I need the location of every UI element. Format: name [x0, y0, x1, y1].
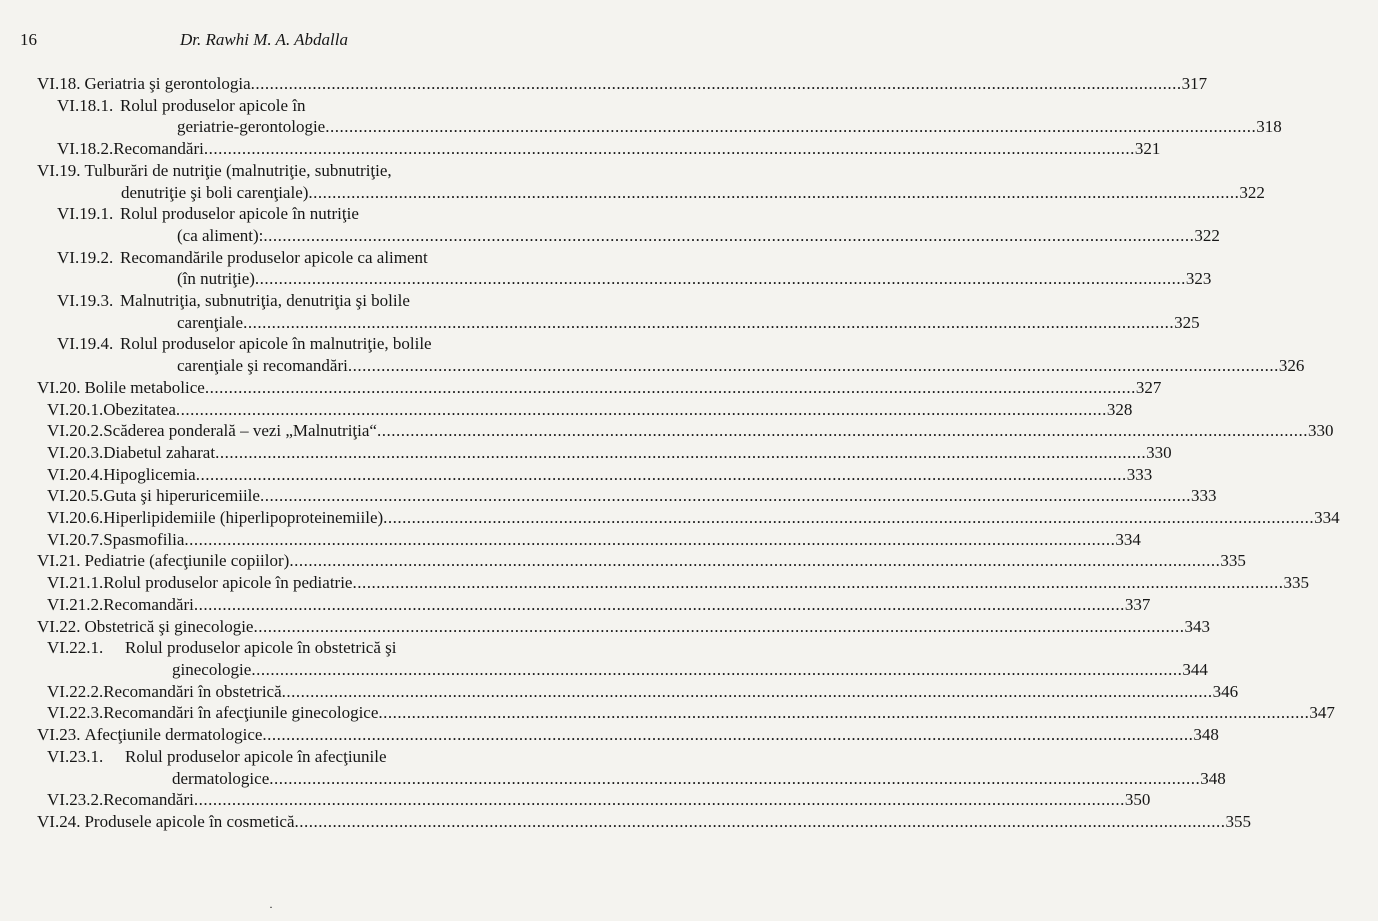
toc-line — [47, 789, 1151, 811]
toc-entry — [0, 746, 1226, 789]
toc-page-number: 355 — [1225, 811, 1252, 831]
dot-leader — [282, 681, 1213, 703]
dot-leader — [269, 768, 1200, 790]
toc-entry-title: Geriatria şi gerontologia — [84, 74, 251, 93]
toc-line — [47, 442, 1172, 464]
toc-page-number: 326 — [1278, 356, 1305, 376]
toc-entry — [0, 203, 1220, 246]
toc-entry-title: Produsele apicole în cosmetică — [84, 811, 295, 831]
toc-page-number: 333 — [1126, 464, 1153, 484]
toc-entry-title: Pediatrie (afecţiunile copiilor) — [84, 551, 290, 571]
toc-page-number: 323 — [1185, 269, 1212, 289]
dot-leader — [352, 572, 1283, 594]
toc-entry — [0, 420, 1334, 442]
toc-entry-number: VI.20.5. — [47, 486, 104, 506]
toc-line — [37, 182, 1265, 204]
toc-page-number: 322 — [1194, 225, 1220, 245]
dot-leader — [184, 529, 1115, 551]
toc-page-number: 321 — [1134, 139, 1161, 159]
dot-leader — [251, 73, 1182, 95]
toc-entry-title: Scăderea ponderală – vezi „Malnutriţia“ — [103, 421, 377, 441]
toc-entry-number: VI.20. — [37, 377, 81, 397]
toc-page-number: 347 — [1309, 703, 1335, 723]
toc-entry — [0, 572, 1309, 594]
toc-entry-number: VI.19.3. — [57, 291, 114, 311]
toc-page-number: 337 — [1124, 594, 1151, 614]
toc-entry-number: VI.19. — [37, 160, 81, 180]
toc-line — [47, 464, 1153, 486]
toc-line — [47, 420, 1334, 442]
toc-entry-number: VI.19.4. — [57, 334, 114, 354]
toc-line — [57, 95, 539, 117]
toc-entry-title: (în nutriţie) — [177, 269, 255, 289]
dot-leader — [205, 377, 1136, 399]
toc-entry — [0, 616, 1210, 638]
toc-line — [57, 333, 539, 355]
dot-leader — [260, 485, 1191, 507]
table-of-contents — [0, 73, 1340, 833]
toc-entry-title: (ca aliment): — [177, 225, 264, 245]
toc-entry-number: VI.21.2. — [47, 594, 104, 614]
dot-leader — [255, 268, 1186, 290]
dot-leader — [194, 594, 1125, 616]
toc-entry-number: VI.20.1. — [47, 399, 104, 419]
toc-line — [57, 203, 539, 225]
dot-leader — [325, 116, 1256, 138]
toc-page-number: 325 — [1174, 312, 1200, 332]
toc-line — [37, 550, 1246, 572]
toc-line — [57, 247, 539, 269]
toc-entry-title: denutriţie şi boli carenţiale) — [121, 182, 309, 202]
toc-entry — [0, 681, 1239, 703]
toc-line — [57, 116, 1282, 138]
dot-leader — [378, 702, 1309, 724]
toc-entry-number: VI.22.3. — [47, 703, 104, 723]
toc-entry-title: Rolul produselor apicole în malnutriţie, bolile — [120, 334, 432, 354]
toc-page-number: 335 — [1220, 551, 1246, 571]
toc-entry-title: Obezitatea — [103, 399, 176, 419]
toc-page-number: 343 — [1184, 616, 1210, 636]
toc-page-number: 334 — [1115, 529, 1141, 549]
dot-leader — [383, 507, 1314, 529]
toc-entry — [0, 464, 1153, 486]
dot-leader — [262, 724, 1193, 746]
toc-entry-number: VI.21.1. — [47, 573, 104, 593]
toc-entry — [0, 789, 1151, 811]
toc-page-number: 334 — [1314, 508, 1340, 528]
toc-entry-title: Rolul produselor apicole în afecţiunile — [125, 746, 387, 766]
toc-entry-title: Rolul produselor apicole în pediatrie — [103, 573, 353, 593]
dot-leader — [348, 355, 1279, 377]
toc-entry-number: VI.22. — [37, 616, 81, 636]
toc-entry-title: Bolile metabolice — [84, 377, 205, 397]
toc-entry-title: ginecologie — [172, 659, 252, 679]
dot-leader — [263, 225, 1194, 247]
toc-line — [47, 681, 1239, 703]
toc-entry — [0, 333, 1305, 376]
toc-line — [57, 290, 539, 312]
toc-line — [57, 225, 1220, 247]
toc-entry — [0, 702, 1335, 724]
toc-entry-title: carenţiale — [177, 312, 244, 332]
toc-page-number: 335 — [1283, 573, 1309, 593]
running-head: Dr. Rawhi M. A. Abdalla — [180, 30, 348, 49]
toc-line — [57, 312, 1200, 334]
toc-entry — [0, 160, 1265, 203]
toc-entry-title: geriatrie-gerontologie — [177, 117, 326, 137]
toc-line — [47, 485, 1217, 507]
toc-entry — [0, 377, 1162, 399]
toc-entry — [0, 399, 1133, 421]
toc-entry-number: VI.18.2. — [57, 139, 114, 159]
toc-page-number: 346 — [1212, 681, 1239, 701]
toc-entry-title: Recomandări — [103, 594, 194, 614]
toc-entry-title: Guta şi hiperuricemiile — [103, 486, 260, 506]
toc-entry — [0, 550, 1246, 572]
toc-line — [47, 507, 1340, 529]
toc-entry-number: VI.18.1. — [57, 95, 114, 115]
toc-entry-number: VI.19.1. — [57, 204, 114, 224]
toc-entry-title: Recomandări — [113, 139, 204, 159]
dot-leader — [289, 550, 1220, 572]
toc-line — [37, 160, 539, 182]
dot-leader — [243, 312, 1174, 334]
toc-entry-number: VI.23.1. — [47, 746, 104, 766]
toc-line — [47, 659, 1208, 681]
toc-line — [47, 594, 1151, 616]
toc-page-number: 327 — [1135, 377, 1162, 397]
toc-page-number: 350 — [1124, 790, 1151, 810]
toc-entry-number: VI.20.2. — [47, 421, 104, 441]
toc-entry-number: VI.20.7. — [47, 529, 104, 549]
toc-entry — [0, 637, 1208, 680]
toc-entry-number: VI.19.2. — [57, 247, 114, 267]
toc-entry-title: Rolul produselor apicole în nutriţie — [120, 204, 359, 224]
page-number: 16 — [20, 30, 37, 49]
toc-entry-number: VI.23.2. — [47, 790, 104, 810]
toc-line — [47, 529, 1141, 551]
toc-entry-number: VI.18. — [37, 74, 81, 93]
toc-entry-title: Afecţiunile dermatologice — [84, 725, 263, 745]
toc-entry-number: VI.22.1. — [47, 638, 104, 658]
toc-line — [47, 702, 1335, 724]
toc-entry — [0, 594, 1151, 616]
toc-entry-title: Recomandări — [103, 790, 194, 810]
toc-entry-title: Malnutriţia, subnutriţia, denutriţia şi bolile — [120, 291, 410, 311]
toc-line — [47, 768, 1226, 790]
toc-entry-number: VI.20.6. — [47, 508, 104, 528]
toc-page-number: 328 — [1106, 399, 1133, 419]
toc-entry-title: Recomandări în obstetrică — [103, 681, 282, 701]
dot-leader — [251, 659, 1182, 681]
toc-line — [37, 377, 1162, 399]
toc-entry — [0, 73, 1208, 95]
toc-entry-title: Diabetul zaharat — [103, 442, 216, 462]
dot-leader — [194, 789, 1125, 811]
toc-line — [47, 399, 1133, 421]
toc-entry-title: Recomandările produselor apicole ca aliment — [120, 247, 428, 267]
toc-entry-title: Obstetrică şi ginecologie — [84, 616, 254, 636]
toc-entry-title: Rolul produselor apicole în — [120, 95, 306, 115]
toc-line — [57, 268, 1212, 290]
toc-entry-title: Recomandări în afecţiunile ginecologice — [103, 703, 379, 723]
toc-entry-number: VI.24. — [37, 811, 81, 831]
toc-entry — [0, 811, 1252, 833]
dot-leader — [295, 811, 1226, 833]
toc-entry — [0, 485, 1217, 507]
toc-entry — [0, 247, 1212, 290]
toc-page-number: 333 — [1190, 486, 1217, 506]
dot-leader — [215, 442, 1146, 464]
toc-entry — [0, 529, 1141, 551]
toc-page-number: 330 — [1307, 421, 1334, 441]
toc-page-number: 348 — [1200, 768, 1226, 788]
toc-line — [57, 355, 1305, 377]
toc-page-number: 348 — [1193, 725, 1219, 745]
toc-line — [37, 73, 1208, 95]
toc-entry — [0, 507, 1340, 529]
toc-page-number: 330 — [1146, 442, 1172, 462]
toc-entry — [0, 442, 1172, 464]
toc-entry-number: VI.23. — [37, 725, 81, 745]
toc-entry — [0, 138, 1161, 160]
toc-entry-title: Hiperlipidemiile (hiperlipoproteinemiile) — [103, 508, 384, 528]
toc-line — [37, 724, 1219, 746]
toc-page-number: 318 — [1256, 117, 1282, 137]
dot-leader — [196, 464, 1127, 486]
dot-leader — [204, 138, 1135, 160]
toc-entry-title: dermatologice — [172, 768, 270, 788]
footer-mark: · — [269, 900, 273, 914]
toc-entry-title: Hipoglicemia — [103, 464, 196, 484]
toc-entry-title: carenţiale şi recomandări — [177, 356, 348, 376]
toc-entry — [0, 724, 1219, 746]
toc-line — [57, 138, 1161, 160]
toc-entry-number: VI.21. — [37, 551, 81, 571]
toc-entry-number: VI.22.2. — [47, 681, 104, 701]
toc-entry-number: VI.20.3. — [47, 442, 104, 462]
dot-leader — [176, 399, 1107, 421]
toc-entry-title: Rolul produselor apicole în obstetrică şi — [125, 638, 397, 658]
toc-entry — [0, 95, 1282, 138]
toc-entry-title: Tulburări de nutriţie (malnutriţie, subnutriţie, — [84, 160, 392, 180]
toc-line — [37, 811, 1252, 833]
toc-entry-title: Spasmofilia — [103, 529, 185, 549]
toc-page-number: 344 — [1182, 659, 1208, 679]
toc-entry-number: VI.20.4. — [47, 464, 104, 484]
toc-line — [37, 616, 1210, 638]
toc-page-number: 317 — [1181, 74, 1208, 93]
toc-page-number: 322 — [1239, 182, 1265, 202]
toc-line — [47, 572, 1309, 594]
dot-leader — [308, 182, 1239, 204]
dot-leader — [377, 420, 1308, 442]
toc-line — [47, 637, 539, 659]
dot-leader — [253, 616, 1184, 638]
toc-line — [47, 746, 539, 768]
toc-entry — [0, 290, 1200, 333]
